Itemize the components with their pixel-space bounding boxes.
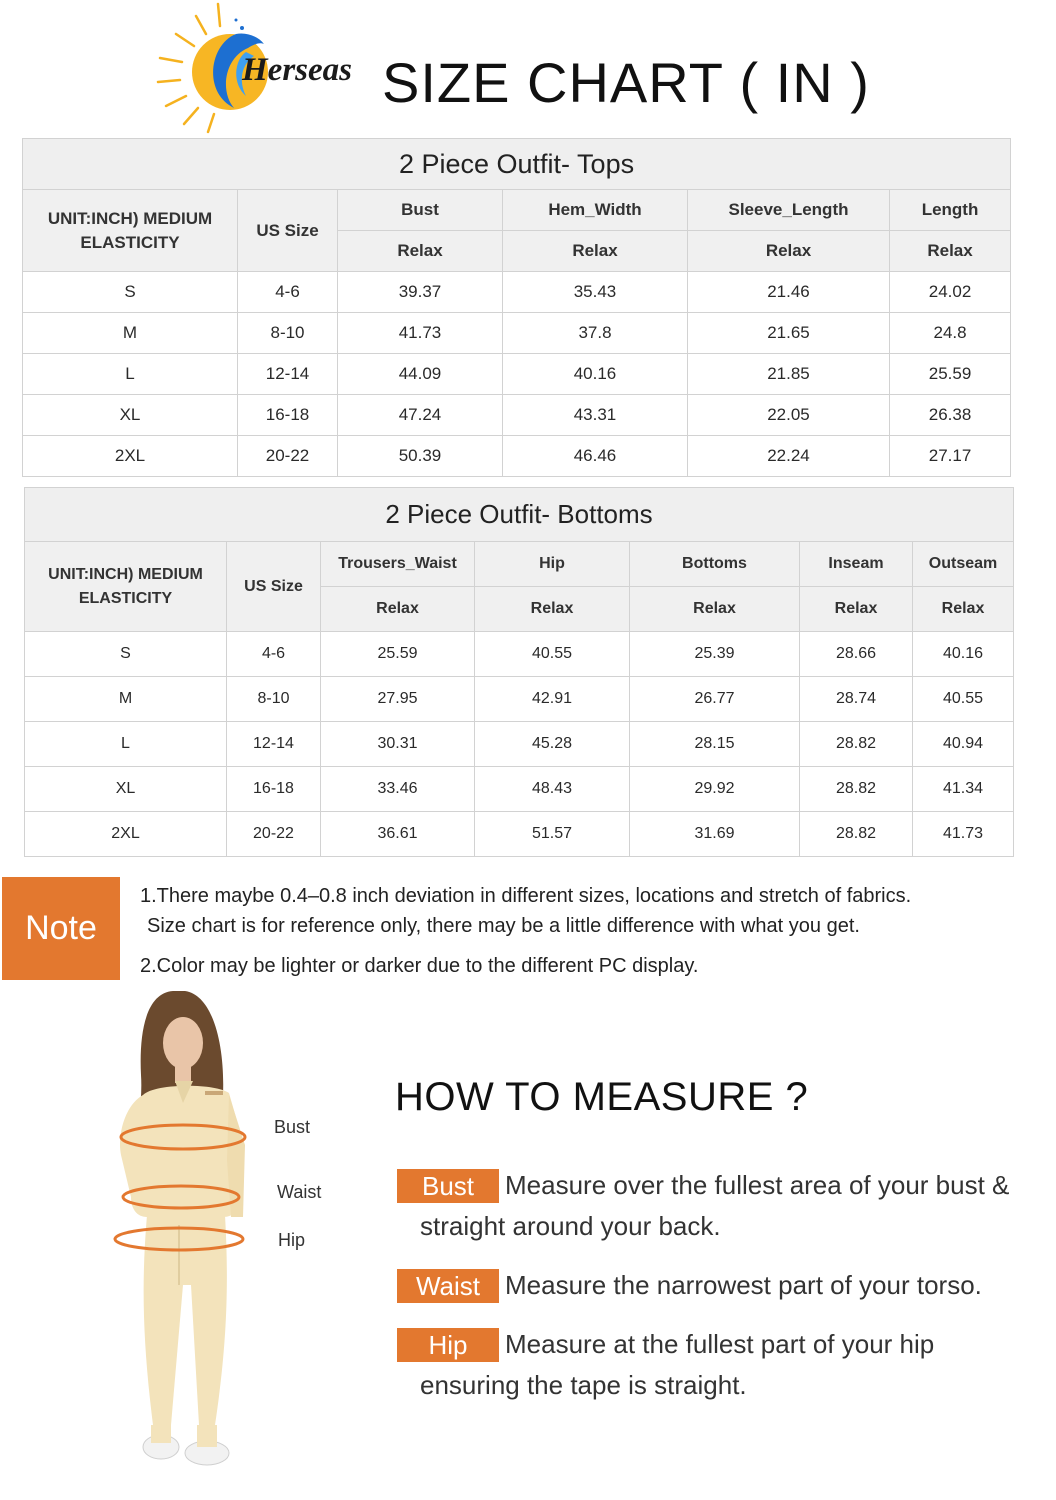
header <box>0 0 1056 135</box>
table-cell: 22.05 <box>688 395 890 436</box>
note-line-1: 1.There maybe 0.4–0.8 inch deviation in different sizes, locations and stretch of fabrics. <box>140 885 912 907</box>
hip-label: Hip <box>278 1230 306 1250</box>
table-cell: 28.15 <box>630 722 800 767</box>
tops-size-table <box>22 138 1011 477</box>
bottoms-caption: 2 Piece Outfit- Bottoms <box>25 488 1014 542</box>
table-cell: 42.91 <box>475 677 630 722</box>
page-title: SIZE CHART ( IN ) <box>382 51 870 114</box>
table-cell: 12-14 <box>238 354 338 395</box>
relax-subheader: Relax <box>630 587 800 632</box>
table-cell: 29.92 <box>630 767 800 812</box>
table-row <box>23 395 1011 436</box>
hip-instruction-2: ensuring the tape is straight. <box>420 1370 747 1400</box>
table-cell: 28.82 <box>800 812 913 857</box>
table-cell: 8-10 <box>227 677 321 722</box>
table-cell: 25.39 <box>630 632 800 677</box>
column-header: Trousers_Waist <box>321 542 475 587</box>
table-cell: 33.46 <box>321 767 475 812</box>
column-header: Length <box>890 190 1011 231</box>
table-cell: 36.61 <box>321 812 475 857</box>
table-cell: 41.73 <box>913 812 1014 857</box>
table-cell: 26.38 <box>890 395 1011 436</box>
table-cell: M <box>23 313 238 354</box>
table-cell: 25.59 <box>321 632 475 677</box>
bottoms-size-table <box>24 487 1014 857</box>
table-cell: L <box>25 722 227 767</box>
table-cell: 48.43 <box>475 767 630 812</box>
table-cell: XL <box>25 767 227 812</box>
waist-label: Waist <box>277 1182 322 1202</box>
column-header: Sleeve_Length <box>688 190 890 231</box>
table-cell: 41.34 <box>913 767 1014 812</box>
bust-tag: Bust <box>397 1169 499 1203</box>
table-cell: 28.66 <box>800 632 913 677</box>
table-cell: 8-10 <box>238 313 338 354</box>
table-cell: 40.16 <box>913 632 1014 677</box>
waist-instruction: Measure the narrowest part of your torso. <box>505 1270 982 1300</box>
table-cell: 2XL <box>23 436 238 477</box>
table-cell: 16-18 <box>238 395 338 436</box>
waist-tag: Waist <box>397 1269 499 1303</box>
table-row <box>25 767 1014 812</box>
table-cell: 28.74 <box>800 677 913 722</box>
table-cell: 16-18 <box>227 767 321 812</box>
table-cell: 27.17 <box>890 436 1011 477</box>
table-row <box>25 677 1014 722</box>
table-cell: 39.37 <box>338 272 503 313</box>
note-badge: Note <box>2 877 120 980</box>
brand-name: Herseas <box>242 52 352 88</box>
table-cell: 12-14 <box>227 722 321 767</box>
bust-label: Bust <box>274 1117 311 1137</box>
table-cell: 21.65 <box>688 313 890 354</box>
unit-label: UNIT:INCH) MEDIUM ELASTICITY <box>23 190 238 272</box>
table-row <box>25 632 1014 677</box>
table-cell: 26.77 <box>630 677 800 722</box>
table-row <box>23 272 1011 313</box>
table-cell: 28.82 <box>800 767 913 812</box>
table-cell: 20-22 <box>227 812 321 857</box>
table-row <box>23 436 1011 477</box>
model-figure-illustration <box>95 985 295 1500</box>
column-header: Bottoms <box>630 542 800 587</box>
tops-caption: 2 Piece Outfit- Tops <box>23 139 1011 190</box>
table-cell: 28.82 <box>800 722 913 767</box>
table-row <box>23 354 1011 395</box>
column-header: Inseam <box>800 542 913 587</box>
table-cell: 25.59 <box>890 354 1011 395</box>
table-cell: XL <box>23 395 238 436</box>
table-row <box>23 313 1011 354</box>
table-cell: 24.8 <box>890 313 1011 354</box>
table-cell: 35.43 <box>503 272 688 313</box>
table-cell: 4-6 <box>238 272 338 313</box>
note-line-2: Size chart is for reference only, there may be a little difference with what you get. <box>147 915 860 937</box>
relax-subheader: Relax <box>913 587 1014 632</box>
table-cell: 40.16 <box>503 354 688 395</box>
relax-subheader: Relax <box>688 231 890 272</box>
table-cell: 44.09 <box>338 354 503 395</box>
relax-subheader: Relax <box>338 231 503 272</box>
table-row <box>25 722 1014 767</box>
relax-subheader: Relax <box>800 587 913 632</box>
table-cell: 45.28 <box>475 722 630 767</box>
us-size-header: US Size <box>238 190 338 272</box>
table-row <box>25 812 1014 857</box>
relax-subheader: Relax <box>503 231 688 272</box>
table-cell: 37.8 <box>503 313 688 354</box>
table-cell: 43.31 <box>503 395 688 436</box>
column-header: Outseam <box>913 542 1014 587</box>
table-cell: M <box>25 677 227 722</box>
relax-subheader: Relax <box>475 587 630 632</box>
table-cell: 27.95 <box>321 677 475 722</box>
table-cell: 20-22 <box>238 436 338 477</box>
unit-label: UNIT:INCH) MEDIUM ELASTICITY <box>25 542 227 632</box>
hip-tag: Hip <box>397 1328 499 1362</box>
table-cell: 2XL <box>25 812 227 857</box>
column-header: Bust <box>338 190 503 231</box>
table-cell: 21.85 <box>688 354 890 395</box>
table-cell: 51.57 <box>475 812 630 857</box>
table-cell: 21.46 <box>688 272 890 313</box>
table-cell: 40.55 <box>913 677 1014 722</box>
table-cell: 31.69 <box>630 812 800 857</box>
table-cell: 24.02 <box>890 272 1011 313</box>
table-cell: S <box>23 272 238 313</box>
hip-instruction-1: Measure at the fullest part of your hip <box>505 1329 935 1359</box>
relax-subheader: Relax <box>321 587 475 632</box>
column-header: Hem_Width <box>503 190 688 231</box>
note-line-3: 2.Color may be lighter or darker due to the different PC display. <box>140 955 699 977</box>
table-cell: 30.31 <box>321 722 475 767</box>
table-cell: S <box>25 632 227 677</box>
relax-subheader: Relax <box>890 231 1011 272</box>
table-cell: 22.24 <box>688 436 890 477</box>
us-size-header: US Size <box>227 542 321 632</box>
table-cell: 4-6 <box>227 632 321 677</box>
column-header: Hip <box>475 542 630 587</box>
table-cell: 40.94 <box>913 722 1014 767</box>
table-cell: 47.24 <box>338 395 503 436</box>
table-cell: L <box>23 354 238 395</box>
table-cell: 41.73 <box>338 313 503 354</box>
table-cell: 50.39 <box>338 436 503 477</box>
bust-instruction-2: straight around your back. <box>420 1211 721 1241</box>
bust-instruction-1: Measure over the fullest area of your bust & <box>505 1170 1010 1200</box>
how-to-measure-heading: HOW TO MEASURE ? <box>395 1075 809 1119</box>
table-cell: 46.46 <box>503 436 688 477</box>
table-cell: 40.55 <box>475 632 630 677</box>
